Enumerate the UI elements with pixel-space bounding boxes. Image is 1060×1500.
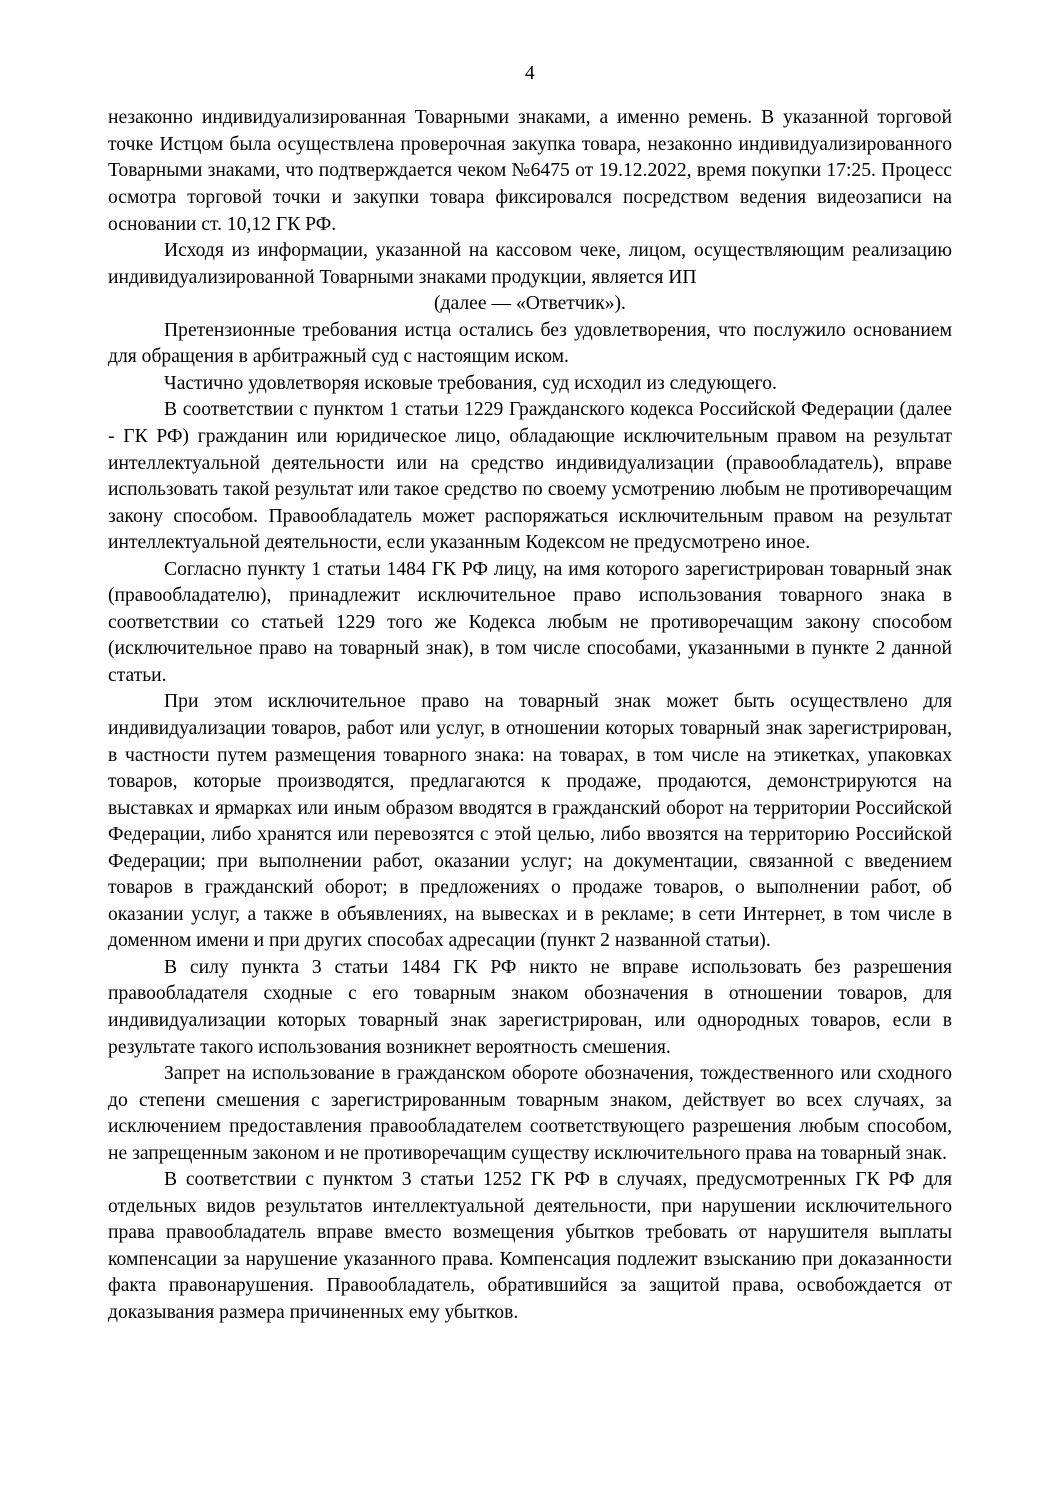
paragraph-11: В соответствии с пунктом 3 статьи 1252 ГК РФ в случаях, предусмотренных ГК РФ для отдельных видов результатов интеллектуальной деятельности, при нарушении исключительного права правообладатель вправе вместо возмещения убытков требовать от нарушителя выплаты компенсации за нарушение указанного права. Компенсация подлежит взысканию при доказанности факта правонарушения. Правообладатель, обратившийся за защитой права, освобождается от доказывания размера причиненных ему убытков.	[108, 1169, 952, 1323]
paragraph-9: В силу пункта 3 статьи 1484 ГК РФ никто не вправе использовать без разрешения правообладателя сходные с его товарным знаком обозначения в отношении товаров, для индивидуализации которых товарный знак зарегистрирован, или однородных товаров, если в результате такого использования возникнет вероятность смешения.	[108, 956, 952, 1058]
paragraph-3: (далее — «Ответчик»).	[434, 293, 626, 315]
document-body	[108, 105, 952, 1326]
paragraph-8: При этом исключительное право на товарный знак может быть осуществлено для индивидуализации товаров, работ или услуг, в отношении которых товарный знак зарегистрирован, в частности путем размещения товарного знака: на товарах, в том числе на этикетках, упаковках товаров, которые производятся, предлагаются к продаже, продаются, демонстрируются на выставках и ярмарках или иным образом вводятся в гражданский оборот на территории Российской Федерации, либо хранятся или перевозятся с этой целью, либо ввозятся на территорию Российской Федерации; при выполнении работ, оказании услуг; на документации, связанной с введением товаров в гражданский оборот; в предложениях о продаже товаров, о выполнении работ, об оказании услуг, а также в объявлениях, на вывесках и в рекламе; в сети Интернет, в том числе в доменном имени и при других способах адресации (пункт 2 названной статьи).	[108, 691, 952, 952]
page-number: 4	[525, 63, 535, 84]
paragraph-7: Согласно пункту 1 статьи 1484 ГК РФ лицу, на имя которого зарегистрирован товарный знак (правообладателю), принадлежит исключительное право использования товарного знака в соответствии со статьей 1229 того же Кодекса любым не противоречащим закону способом (исключительное право на товарный знак), в том числе способами, указанными в пункте 2 данной статьи.	[108, 558, 952, 686]
paragraph-4: Претензионные требования истца остались без удовлетворения, что послужило основанием для обращения в арбитражный суд с настоящим иском.	[108, 319, 952, 368]
paragraph-5: Частично удовлетворяя исковые требования, суд исходил из следующего.	[164, 372, 777, 394]
paragraph-6: В соответствии с пунктом 1 статьи 1229 Гражданского кодекса Российской Федерации (далее - ГК РФ) гражданин или юридическое лицо, обладающие исключительным правом на результат интеллектуальной деятельности или на средство индивидуализации (правообладатель), вправе использовать такой результат или такое средство по своему усмотрению любым не противоречащим закону способом. Правообладатель может распоряжаться исключительным правом на результат интеллектуальной деятельности, если указанным Кодексом не предусмотрено иное.	[108, 399, 952, 554]
paragraph-10: Запрет на использование в гражданском обороте обозначения, тождественного или сходного до степени смешения с зарегистрированным товарным знаком, действует во всех случаях, за исключением предоставления правообладателем соответствующего разрешения любым способом, не запрещенным законом и не противоречащим существу исключительного права на товарный знак.	[108, 1063, 952, 1164]
paragraph-1: незаконно индивидуализированная Товарными знаками, а именно ремень. В указанной торговой точке Истцом была осуществлена проверочная закупка товара, незаконно индивидуализированного Товарными знаками, что подтверждается чеком №6475 от 19.12.2022, время покупки 17:25. Процесс осмотра торговой точки и закупки товара фиксировался посредством ведения видеозаписи на основании ст. 10,12 ГК РФ.	[108, 107, 952, 235]
paragraph-2: Исходя из информации, указанной на кассовом чеке, лицом, осуществляющим реализацию индивидуализированной Товарными знаками продукции, является ИП	[108, 240, 952, 288]
